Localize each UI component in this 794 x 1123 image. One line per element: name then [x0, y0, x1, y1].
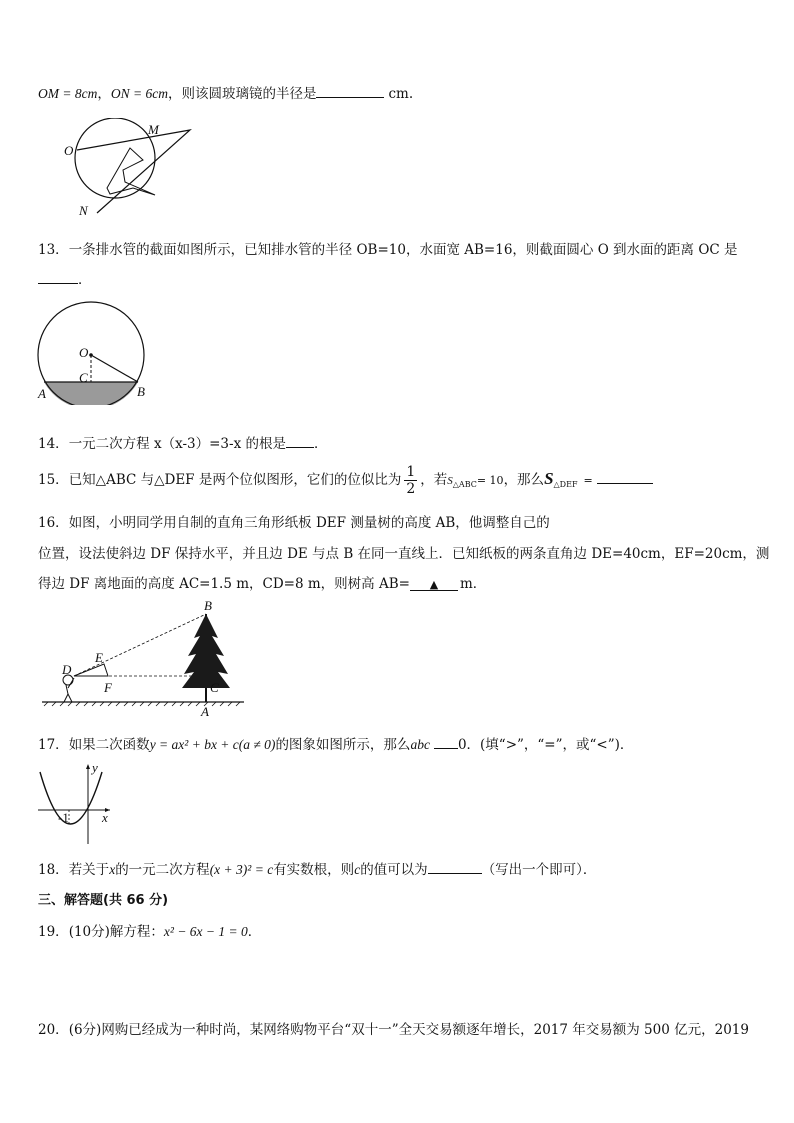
- q18-number: 18．: [38, 862, 69, 878]
- q19-line: [38, 920, 261, 940]
- label-c: C: [79, 370, 88, 385]
- triangle-def: [74, 664, 108, 676]
- q14-line: [38, 432, 328, 452]
- q13-line1: [38, 238, 738, 258]
- eq-10: = 10: [476, 474, 504, 487]
- q15-text: 已知△ABC 与△DEF 是两个位似图形，它们的位似比为: [68, 472, 402, 488]
- ratio-fraction: [404, 464, 417, 497]
- unit: cm: [388, 86, 409, 102]
- label-x: x: [102, 810, 108, 825]
- q16-line3: [38, 572, 486, 592]
- q15-text2: ，若: [420, 472, 448, 488]
- on-value: ON = 6cm: [110, 86, 168, 101]
- q13-number: 13．: [38, 242, 69, 258]
- q19-text: 解方程：: [109, 924, 164, 940]
- equals-sign: =: [583, 474, 593, 487]
- q15-text3: ，那么: [503, 472, 545, 488]
- q18-text2: 的一元二次方程: [115, 862, 210, 878]
- abc-expr: abc: [410, 737, 430, 752]
- q13-line2: [38, 268, 92, 288]
- label-a: A: [38, 386, 46, 401]
- label-f: F: [104, 680, 112, 695]
- pipe-figure: [36, 300, 156, 405]
- s-abc-sub: △ABC: [452, 480, 477, 489]
- center-point: [89, 353, 93, 357]
- label-d: D: [62, 662, 72, 677]
- period: ．: [78, 272, 92, 288]
- section-title: 三、解答题(共 66 分): [38, 893, 169, 908]
- q18-line: [38, 858, 596, 878]
- var-x: x: [109, 862, 116, 877]
- segment-ob: [91, 355, 138, 382]
- q15-line: [38, 464, 653, 497]
- triangle-ruler: [77, 130, 190, 213]
- period: ．: [247, 924, 262, 940]
- label-n: N: [79, 203, 88, 218]
- q20-number: 20．: [38, 1022, 69, 1038]
- q16-number: 16．: [38, 515, 69, 531]
- q16-text1: 如图，小明同学用自制的直角三角形纸板 DEF 测量树的高度 AB，他调整自己的: [68, 515, 550, 531]
- q18-text5: （写出一个即可）．: [481, 862, 597, 878]
- q19-number: 19．: [38, 924, 69, 940]
- q19-points: (10分): [68, 924, 110, 940]
- q18-text: 若关于: [68, 862, 110, 878]
- q19-equation: x² − 6x − 1 = 0: [163, 924, 248, 939]
- answer-blank[interactable]: [38, 269, 78, 284]
- answer-blank[interactable]: [597, 469, 653, 484]
- q16-text3: 得边 DF 离地面的高度 AC=1.5 m，CD=8 m，则树高 AB=: [38, 576, 410, 592]
- parabola-curve: [40, 772, 102, 824]
- q13-text: 一条排水管的截面如图所示，已知排水管的半径 OB=10，水面宽 AB=16，则截面圆心 O 到水面的距离 OC 是: [68, 242, 738, 258]
- mirror-circle: [75, 118, 155, 198]
- person-icon: [63, 675, 74, 702]
- water-area: [44, 382, 138, 405]
- om-value: OM = 8cm: [38, 86, 98, 101]
- q20-points: (6分): [68, 1022, 102, 1038]
- q16-line1: [38, 511, 550, 531]
- answer-blank[interactable]: [434, 734, 458, 749]
- label-b: B: [204, 598, 212, 613]
- answer-blank[interactable]: [410, 576, 458, 591]
- q12-text: ，则该圆玻璃镜的半径是: [167, 86, 317, 102]
- label-y: y: [92, 760, 98, 775]
- s-def-sub: △DEF: [553, 480, 578, 489]
- triangle-marker: ▲: [429, 578, 439, 591]
- fraction-numerator: 1: [406, 464, 416, 480]
- q15-number: 15．: [38, 472, 69, 488]
- q14-text: 一元二次方程 x（x-3）=3-x 的根是: [68, 436, 286, 452]
- label-o: O: [64, 143, 74, 158]
- label-m: M: [148, 122, 159, 137]
- q20-line: [38, 1018, 749, 1038]
- sight-line: [74, 614, 206, 676]
- label-b: B: [137, 384, 145, 399]
- separator: ，: [97, 86, 111, 102]
- equation: (x + 3)² = c: [209, 862, 274, 877]
- q16-text2: 位置，设法使斜边 DF 保持水平，并且边 DE 与点 B 在同一直线上．已知纸板的两条直角边 DE=40cm，EF=20cm，测: [38, 546, 770, 562]
- answer-blank[interactable]: [316, 83, 384, 98]
- label-a: A: [201, 704, 209, 718]
- period: ．: [314, 436, 328, 452]
- answer-blank[interactable]: [286, 433, 314, 448]
- label-o: O: [79, 345, 89, 360]
- label-neg1: -1: [58, 810, 69, 825]
- q17-text: 如果二次函数: [68, 737, 150, 753]
- q18-text3: 有实数根，则: [273, 862, 355, 878]
- var-c: c: [354, 862, 361, 877]
- unit: m．: [459, 576, 487, 592]
- q16-line2: [38, 542, 769, 562]
- tree-figure: [38, 598, 248, 718]
- q17-number: 17．: [38, 737, 69, 753]
- label-e: E: [95, 650, 103, 665]
- tree-icon: [182, 614, 230, 702]
- period: .: [408, 86, 414, 102]
- y-arrow-icon: [86, 764, 90, 769]
- s-def: S: [544, 469, 554, 488]
- q18-text4: 的值可以为: [360, 862, 428, 878]
- label-c: C: [210, 680, 219, 695]
- q17-text3: 0．(填“>”，“=”，或“<”)．: [457, 737, 634, 753]
- fraction-denominator: 2: [406, 481, 416, 497]
- function-expr: y = ax² + bx + c(a ≠ 0): [149, 737, 276, 752]
- ruler-cutout: [107, 148, 155, 195]
- s-abc: S: [447, 475, 453, 487]
- q17-line: [38, 733, 633, 753]
- answer-blank[interactable]: [428, 859, 482, 874]
- q17-text2: 的图象如图所示，那么: [275, 737, 411, 753]
- mirror-figure: [55, 118, 205, 218]
- q14-number: 14．: [38, 436, 69, 452]
- parabola-figure: [36, 758, 126, 848]
- q20-text: 网购已经成为一种时尚，某网络购物平台“双十一”全天交易额逐年增长，2017 年交易额为 500 亿元，2019: [101, 1022, 749, 1038]
- q12-line: [38, 82, 413, 102]
